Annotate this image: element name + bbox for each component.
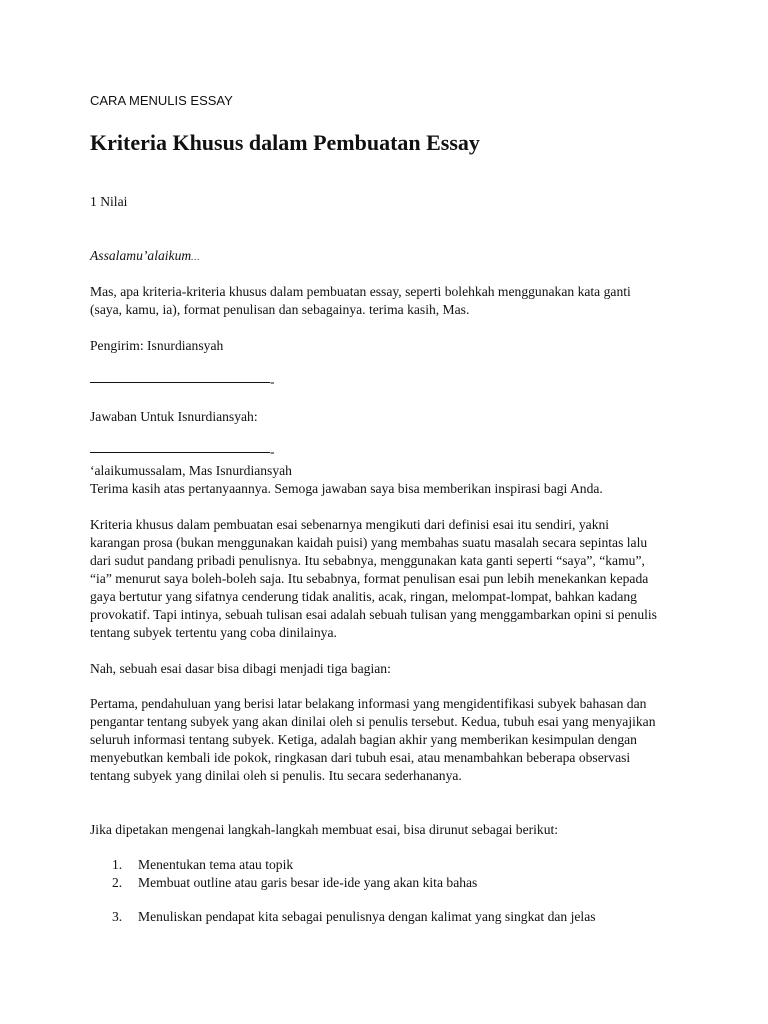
list-item [90,908,690,926]
list-item-text: Menuliskan pendapat kita sebagai penulisnya dengan kalimat yang singkat dan jelas [138,909,596,924]
list-item [90,856,690,874]
list-item-number: 1. [112,857,123,872]
rating-label: 1 Nilai [90,194,128,209]
question-paragraph: Mas, apa kriteria-kriteria khusus dalam pembuatan essay, seperti bolehkah menggunakan kata ganti (saya, kamu, ia), format penulisan dan sebagainya. terima kasih, Mas. [90,284,631,317]
reply-greeting: ‘alaikumussalam, Mas Isnurdiansyah [90,463,292,478]
separator-rule [90,452,270,453]
document-header: CARA MENULIS ESSAY [90,93,233,108]
paragraph-steps-intro: Jika dipetakan mengenai langkah-langkah membuat esai, bisa dirunut sebagai berikut: [90,822,559,837]
greeting [90,247,199,266]
greeting-dots: … [191,252,200,262]
page-title: Kriteria Khusus dalam Pembuatan Essay [90,130,480,155]
paragraph-parts: Pertama, pendahuluan yang berisi latar belakang informasi yang mengidentifikasi subyek bahasan dan pengantar tentang subyek yang akan dinilai oleh si penulis tersebut. Kedua, tubuh esai yang menyajikan seluruh informasi tentang subyek. Ketiga, adalah bagian akhir yang memberikan kesimpulan dengan menyebutkan kembali ide pokok, ringkasan dari tubuh esai, atau menambahkan beberapa observasi tentang subyek yang dinilai oleh si penulis. Itu secara sederhananya. [90,696,656,783]
thanks-line: Terima kasih atas pertanyaannya. Semoga jawaban saya bisa memberikan inspirasi bagi Anda. [90,481,603,496]
list-item-number: 2. [112,875,123,890]
separator-top [90,373,275,391]
list-item-text: Membuat outline atau garis besar ide-ide yang akan kita bahas [138,875,478,890]
paragraph-parts-intro: Nah, sebuah esai dasar bisa dibagi menjadi tiga bagian: [90,661,391,676]
list-item-number: 3. [112,909,123,924]
separator-tail: - [270,374,275,389]
separator-tail: - [270,444,275,459]
list-item [90,874,690,892]
list-item-text: Menentukan tema atau topik [138,857,294,872]
sender-line: Pengirim: Isnurdiansyah [90,338,224,353]
paragraph-criteria: Kriteria khusus dalam pembuatan esai sebenarnya mengikuti dari definisi esai itu sendiri, yakni karangan prosa (bukan menggunakan kaidah puisi) yang membahas suatu masalah secara sepintas lalu dari sudut pandang pribadi penulisnya. Itu sebabnya, menggunakan kata ganti seperti “saya”, “kamu”, “ia” menurut saya boleh-boleh saja. Itu sebabnya, format penulisan esai pun lebih menekankan kepada gaya bertutur yang sifatnya cenderung tidak analitis, acak, ringan, melompat-lompat, bahkan kadang provokatif. Tapi intinya, sebuah tulisan esai adalah sebuah tulisan yang menggambarkan opini si penulis tentang subyek tertentu yang coba dinilainya. [90,517,657,640]
separator-bottom [90,443,275,461]
separator-rule [90,382,270,383]
answer-heading: Jawaban Untuk Isnurdiansyah: [90,409,258,424]
steps-list [90,856,690,926]
greeting-text: Assalamu’alaikum [90,248,192,263]
